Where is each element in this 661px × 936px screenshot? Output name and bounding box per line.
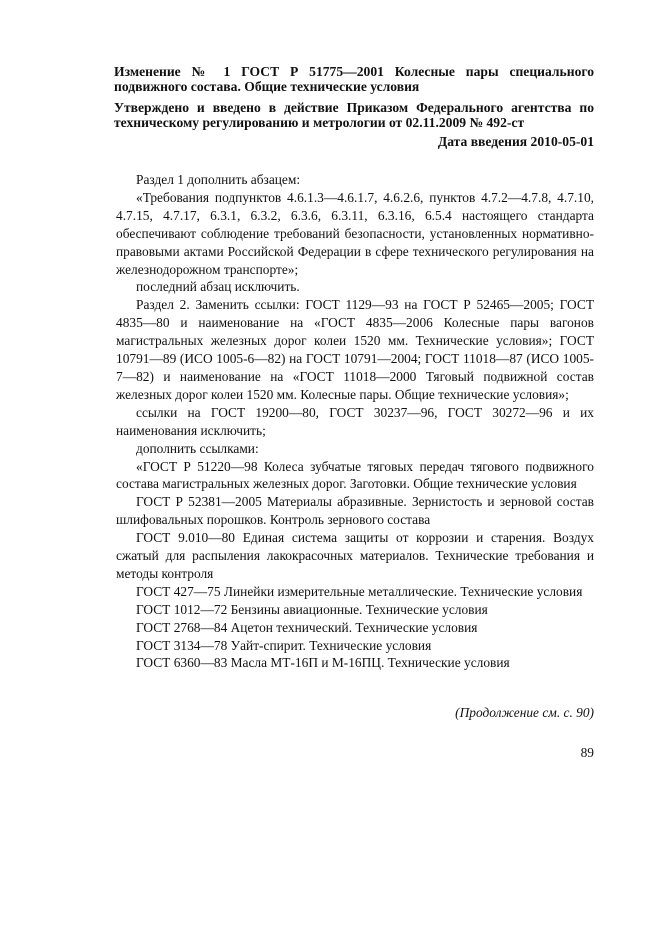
paragraph: ссылки на ГОСТ 19200—80, ГОСТ 30237—96, ГОСТ 30272—96 и их наименования исключить; [116,404,594,438]
paragraph: Раздел 2. Заменить ссылки: ГОСТ 1129—93 на ГОСТ Р 52465—2005; ГОСТ 4835—80 и наименование на «ГОСТ 4835—2006 Колесные пары вагонов магистральных железных дорог колеи 1520 мм. Технические условия»; ГОСТ 10791—89 (ИСО 1005-6—82) на ГОСТ 10791—2004; ГОСТ 11018—87 (ИСО 1005-7—82) и наименование на «ГОСТ 11018—2000 Тяговый подвижной состав железных дорог колеи 1520 мм. Колесные пары. Общие технические условия»; [116,297,594,402]
paragraph: «Требования подпунктов 4.6.1.3—4.6.1.7, 4.6.2.6, пунктов 4.7.2—4.7.8, 4.7.10, 4.7.15, 4.7.17, 6.3.1, 6.3.2, 6.3.6, 6.3.11, 6.3.16, 6.5.4 настоящего стандарта обеспечивают соблюдение требований безопасности, установленных нормативно-правовыми актами Российской Федерации в сфере технического регулирования на железнодорожном транспорте»; [116,189,594,277]
reference-entry: ГОСТ Р 52381—2005 Материалы абразивные. Зернистость и зерновой состав шлифовальных порошков. Контроль зернового состава [116,494,594,528]
approval-statement: Утверждено и введено в действие Приказом Федерального агентства по техническому регулированию и метрологии от 02.11.2009 № 492-ст [114,100,594,130]
reference-entry: ГОСТ 3134—78 Уайт-спирит. Технические условия [136,637,432,653]
paragraph: Раздел 1 дополнить абзацем: [136,172,301,187]
amendment-body [116,171,594,672]
reference-entry: ГОСТ 1012—72 Бензины авиационные. Технические условия [136,601,488,617]
continuation-note: (Продолжение см. с. 90) [455,705,594,720]
effective-date: Дата введения 2010-05-01 [437,134,594,149]
reference-entry: ГОСТ 2768—84 Ацетон технический. Технические условия [136,619,478,635]
page-number: 89 [580,745,594,760]
reference-entry: ГОСТ 9.010—80 Единая система защиты от коррозии и старения. Воздух сжатый для распыления лакокрасочных материалов. Технические требования и методы контроля [116,530,594,581]
reference-entry: ГОСТ 427—75 Линейки измерительные металлические. Технические условия [136,583,583,599]
paragraph: дополнить ссылками: [136,440,259,456]
amendment-header [114,64,594,130]
reference-entry: ГОСТ 6360—83 Масла МТ-16П и М-16ПЦ. Технические условия [136,655,510,671]
amendment-title: Изменение № 1 ГОСТ Р 51775—2001 Колесные пары специального подвижного состава. Общие технические условия [114,64,594,94]
reference-entry: «ГОСТ Р 51220—98 Колеса зубчатые тяговых передач тягового подвижного состава магистральных железных дорог. Заготовки. Общие технические условия [116,458,594,492]
paragraph: последний абзац исключить. [136,279,300,295]
